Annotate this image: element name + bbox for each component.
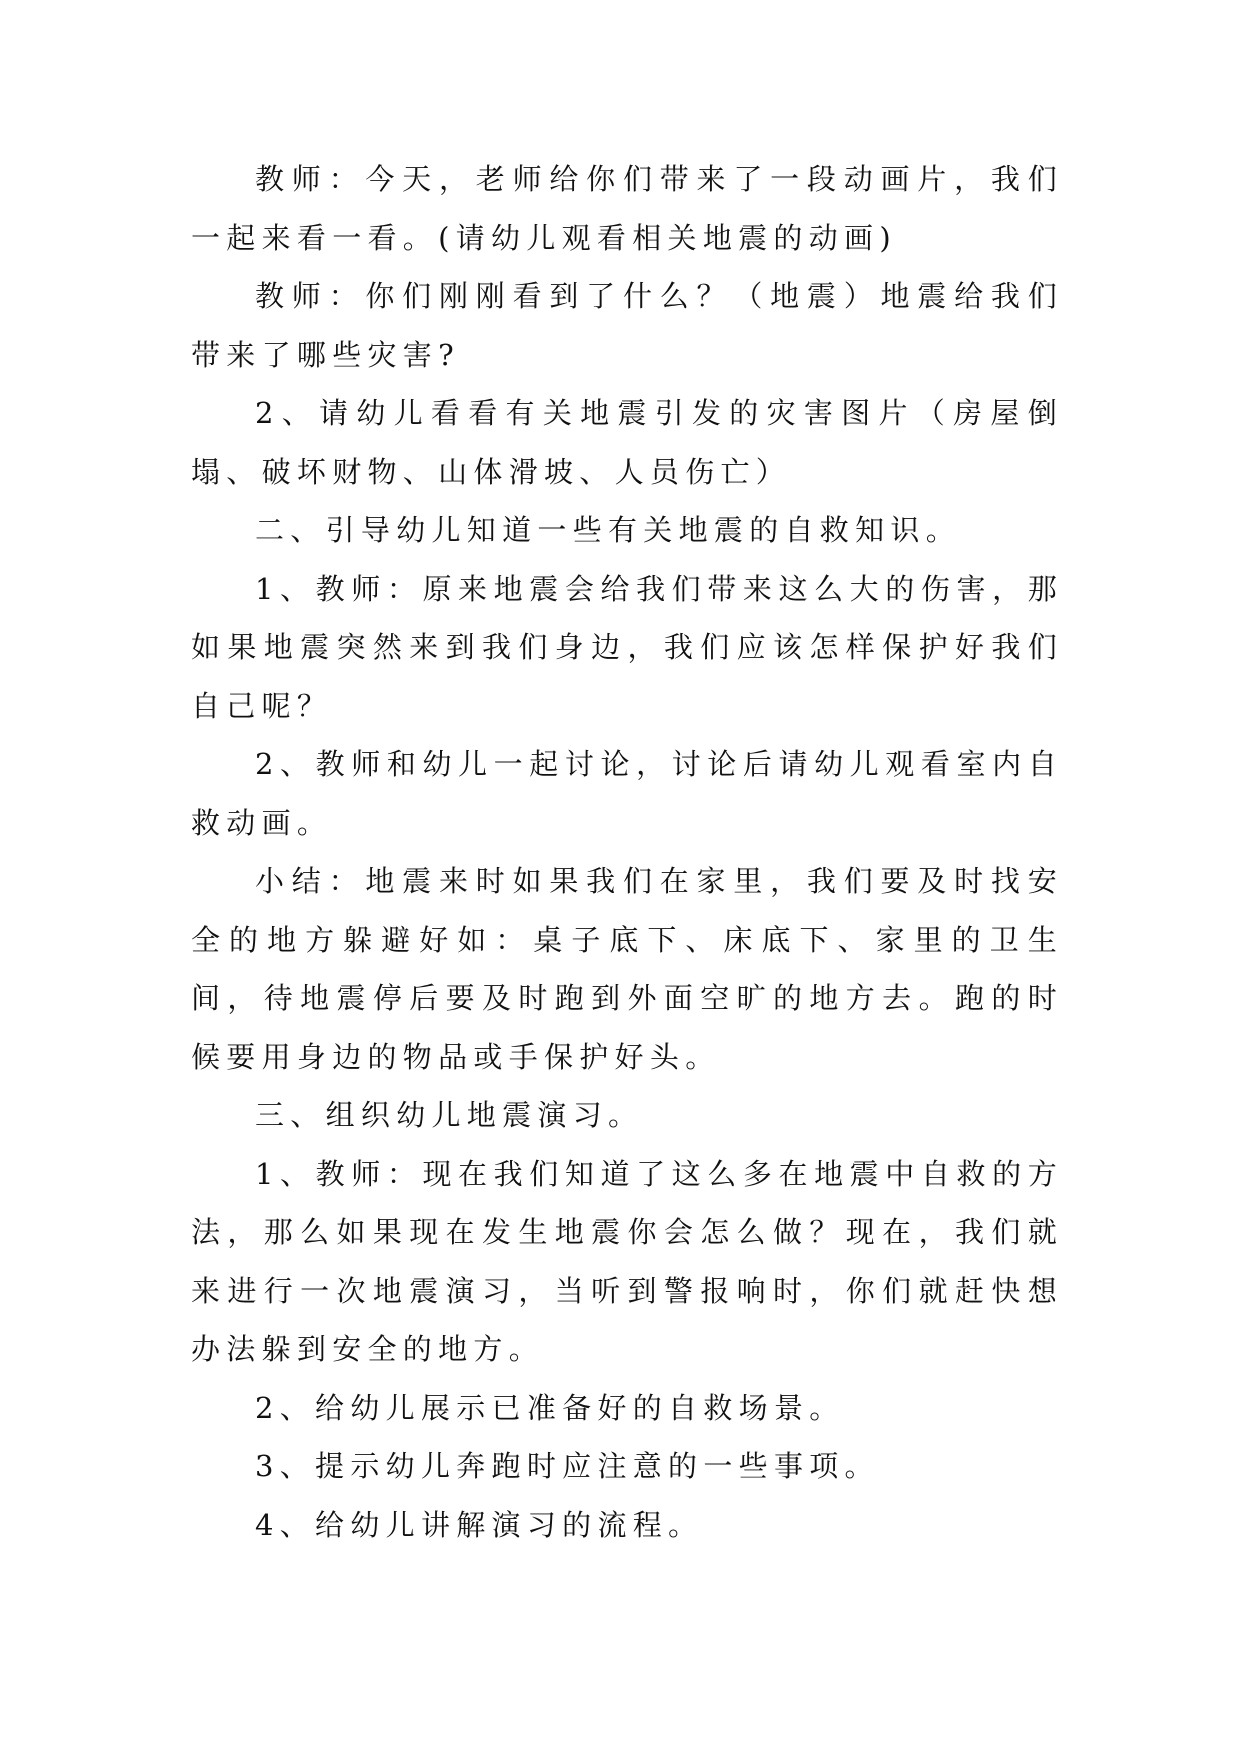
paragraph-show-scene: 2、给幼儿展示已准备好的自救场景。 [255,1390,845,1425]
section-heading-self-rescue: 二、引导幼儿知道一些有关地震的自救知识。 [255,513,962,547]
paragraph-discussion: 2、教师和幼儿一起讨论，讨论后请幼儿观看室内自救动画。 [191,747,1063,840]
paragraph-summary: 小结：地震来时如果我们在家里，我们要及时找安全的地方躲避好如：桌子底下、床底下、家里的卫生间，待地震停后要及时跑到外面空旷的地方去。跑的时候要用身边的物品或手保护好头。 [191,864,1063,1074]
paragraph-drill-intro: 1、教师：现在我们知道了这么多在地震中自救的方法，那么如果现在发生地震你会怎么做？现在，我们就来进行一次地震演习，当听到警报响时，你们就赶快想办法躲到安全的地方。 [191,1156,1063,1366]
paragraph-disaster-pictures: 2、请幼儿看看有关地震引发的灾害图片（房屋倒塌、破坏财物、山体滑坡、人员伤亡） [191,396,1063,489]
section-heading-drill: 三、组织幼儿地震演习。 [255,1098,644,1132]
paragraph-teacher-question: 教师：你们刚刚看到了什么？（地震）地震给我们带来了哪些灾害? [191,279,1063,372]
paragraph-teacher-intro: 教师：今天，老师给你们带来了一段动画片，我们一起来看一看。(请幼儿观看相关地震的动画) [191,162,1063,255]
paragraph-drill-process: 4、给幼儿讲解演习的流程。 [255,1507,704,1542]
paragraph-protect-ourselves: 1、教师：原来地震会给我们带来这么大的伤害，那如果地震突然来到我们身边，我们应该怎样保护好我们自己呢？ [191,571,1063,723]
paragraph-running-notes: 3、提示幼儿奔跑时应注意的一些事项。 [255,1449,880,1483]
